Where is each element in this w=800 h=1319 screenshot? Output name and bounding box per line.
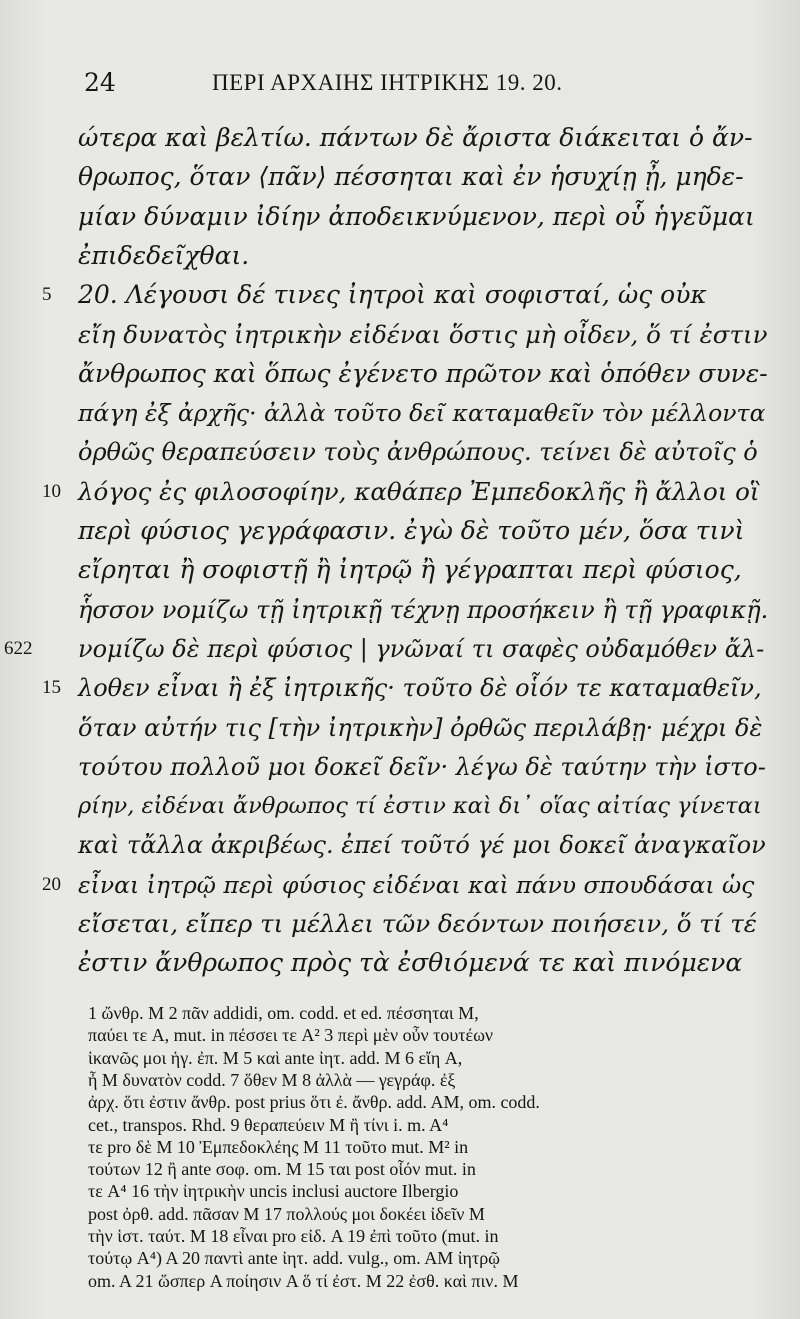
text-line: εἴρηται ἢ σοφιστῇ ἢ ἰητρῷ ἢ γέγραπται περὶ φύσιος, <box>78 555 742 585</box>
line-number: 15 <box>42 677 61 699</box>
apparatus-line: τὴν ἱστ. ταύτ. M 18 εἶναι pro εἰδ. A 19 ἐπὶ τοῦτο (mut. in <box>88 1226 499 1246</box>
apparatus-line: τούτῳ A⁴) A 20 παντὶ ante ἰητ. add. vulg., om. AM ἰητρῷ <box>88 1248 501 1269</box>
apparatus-line: τούτων 12 ἢ ante σοφ. om. M 15 ται post οἷόν mut. in <box>88 1159 476 1180</box>
apparatus-line: cet., transpos. Rhd. 9 θεραπεύειν M ἢ τίνι i. m. A⁴ <box>88 1114 449 1135</box>
text-line: περὶ φύσιος γεγράφασιν. ἐγὼ δὲ τοῦτο μέν, ὅσα τινὶ <box>78 516 745 545</box>
apparatus-line: post ὀρθ. add. πᾶσαν M 17 πολλούς μοι δοκέει ἰδεῖν M <box>88 1203 485 1224</box>
text-line: ἐστιν ἄνθρωπος πρὸς τὰ ἐσθιόμενά τε καὶ πινόμενα <box>78 948 743 978</box>
text-line: μίαν δύναμιν ἰδίην ἀποδεικνύμενον, περὶ οὗ ἡγεῦμαι <box>78 201 755 231</box>
text-line: ὀρθῶς θεραπεύσειν τοὺς ἀνθρώπους. τείνει δὲ αὐτοῖς ὁ <box>78 438 758 467</box>
text-line: ἄνθρωπος καὶ ὅπως ἐγένετο πρῶτον καὶ ὁπόθεν συνε- <box>78 358 768 388</box>
line-number: 5 <box>42 284 52 306</box>
apparatus-line: 1 ὤνθρ. M 2 πᾶν addidi, om. codd. et ed. πέσσηται M, <box>88 1003 479 1023</box>
text-line: ὅταν αὐτήν τις [τὴν ἰητρικὴν] ὀρθῶς περιλάβῃ· μέχρι δὲ <box>78 713 763 742</box>
line-number: 10 <box>42 480 61 502</box>
text-line: εἴσεται, εἴπερ τι μέλλει τῶν δεόντων ποιήσειν, ὅ τί τέ <box>78 909 757 938</box>
text-line: τούτου πολλοῦ μοι δοκεῖ δεῖν· λέγω δὲ ταύτην τὴν ἱστο- <box>78 752 766 781</box>
text-line: πάγη ἐξ ἀρχῆς· ἀλλὰ τοῦτο δεῖ καταμαθεῖν τὸν μέλλοντα <box>78 399 766 428</box>
text-line: ἧσσον νομίζω τῇ ἰητρικῇ τέχνῃ προσήκειν ἢ τῇ γραφικῇ. <box>78 595 769 624</box>
apparatus-line: ἀρχ. ὅτι ἐστιν ἄνθρ. post prius ὅτι ἐ. ἄνθρ. add. AM, om. codd. <box>88 1092 540 1113</box>
text-line: θρωπος, ὅταν ⟨πᾶν⟩ πέσσηται καὶ ἐν ἡσυχίῃ ᾖ, μηδε- <box>78 162 744 192</box>
text-line: εἶναι ἰητρῷ περὶ φύσιος εἰδέναι καὶ πάνυ σπουδάσαι ὡς <box>78 870 755 899</box>
apparatus-line: om. A 21 ὥσπερ A ποίησιν A ὅ τί ἐστ. M 22 ἐσθ. καὶ πιν. M <box>88 1270 519 1291</box>
page-number: 24 <box>84 68 116 97</box>
line-number: 622 <box>4 637 33 659</box>
text-line: λόγος ἐς φιλοσοφίην, καθάπερ Ἐμπεδοκλῆς ἢ ἄλλοι οἳ <box>78 476 760 506</box>
text-line: ἐπιδεδεῖχθαι. <box>78 240 250 270</box>
apparatus-line: τε A⁴ 16 τὴν ἰητρικὴν uncis inclusi auctore Ilbergio <box>88 1181 459 1202</box>
apparatus-line: ἦ M δυνατὸν codd. 7 ὅθεν M 8 ἀλλὰ — γεγράφ. ἐξ <box>88 1069 456 1090</box>
text-line: καὶ τἄλλα ἀκριβέως. ἐπεί τοῦτό γέ μοι δοκεῖ ἀναγκαῖον <box>78 831 766 860</box>
running-title: ΠΕΡΙ ΑΡΧΑΙΗΣ ΙΗΤΡΙΚΗΣ 19. 20. <box>212 70 563 95</box>
text-line: ρίην, εἰδέναι ἄνθρωπος τί ἐστιν καὶ δι᾽ οἵας αἰτίας γίνεται <box>78 793 762 820</box>
text-line: νομίζω δὲ περὶ φύσιος | γνῶναί τι σαφὲς οὐδαμόθεν ἄλ- <box>78 634 765 663</box>
page-header <box>84 64 704 104</box>
text-line: 20. Λέγουσι δέ τινες ἰητροὶ καὶ σοφισταί, ὡς οὐκ <box>78 280 707 310</box>
text-line: ώτερα καὶ βελτίω. πάντων δὲ ἄριστα διάκειται ὁ ἄν- <box>78 123 753 152</box>
apparatus-line: τε pro δὲ M 10 Ἐμπεδοκλέης M 11 τοῦτο mut. M² in <box>88 1136 469 1157</box>
apparatus-line: παύει τε A, mut. in πέσσει τε A² 3 περὶ μὲν οὖν τουτέων <box>88 1025 494 1046</box>
apparatus-line: ἱκανῶς μοι ἡγ. ἐπ. M 5 καὶ ante ἰητ. add. M 6 εἴη A, <box>88 1047 463 1068</box>
text-line: λοθεν εἶναι ἢ ἐξ ἰητρικῆς· τοῦτο δὲ οἷόν τε καταμαθεῖν, <box>78 674 762 703</box>
text-line: εἴη δυνατὸς ἰητρικὴν εἰδέναι ὅστις μὴ οἶδεν, ὅ τί ἐστιν <box>78 319 768 349</box>
line-number: 20 <box>42 873 61 895</box>
